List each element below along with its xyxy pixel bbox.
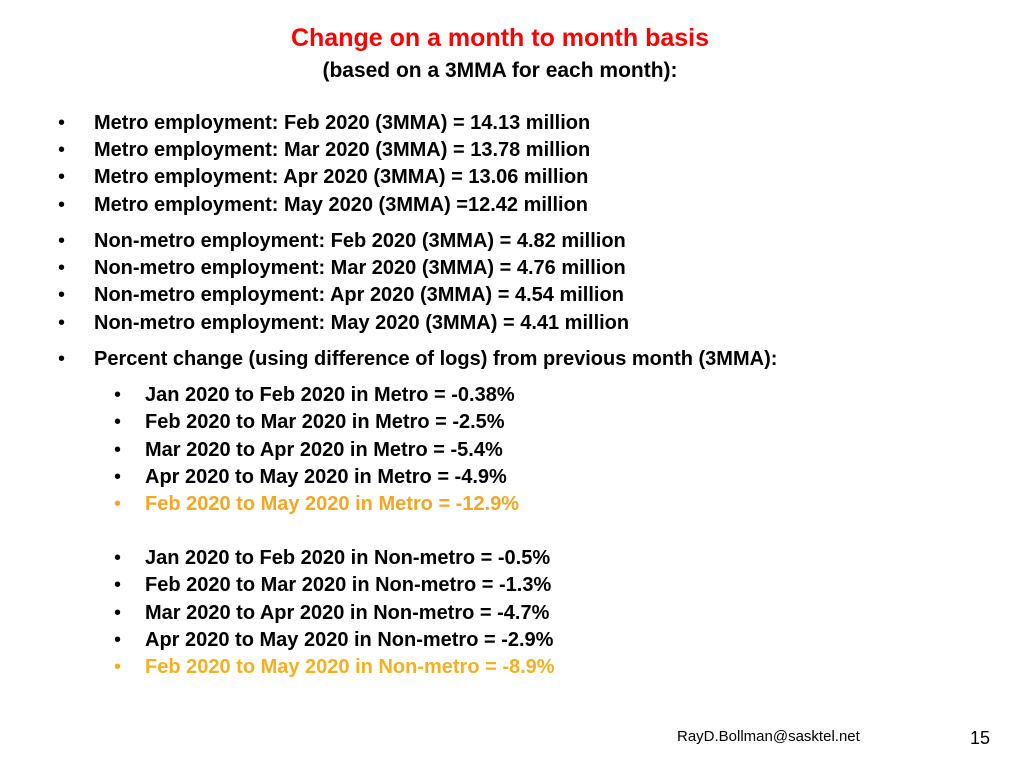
list-item-text: Mar 2020 to Apr 2020 in Metro = -5.4%	[145, 438, 503, 461]
bullet-icon: •	[58, 257, 66, 280]
bullet-icon: •	[114, 656, 122, 679]
bullet-icon: •	[114, 628, 122, 651]
list-item-text: Apr 2020 to May 2020 in Non-metro = -2.9%	[145, 628, 554, 651]
list-item-text: Non-metro employment: Mar 2020 (3MMA) = 4.76 million	[94, 257, 626, 280]
list-item	[58, 164, 590, 191]
bullet-icon: •	[114, 547, 122, 569]
list-item-text: Non-metro employment: May 2020 (3MMA) = 4.41 million	[94, 311, 630, 334]
bullet-icon: •	[114, 601, 122, 624]
slide-subtitle: (based on a 3MMA for each month):	[322, 59, 678, 82]
bullet-icon: •	[114, 493, 122, 516]
list-item-text: Jan 2020 to Feb 2020 in Metro = -0.38%	[145, 384, 515, 406]
list-item	[114, 572, 555, 599]
bullet-icon: •	[58, 230, 66, 252]
list-item-text: Feb 2020 to Mar 2020 in Non-metro = -1.3%	[145, 574, 552, 597]
list-item-text: Feb 2020 to Mar 2020 in Metro = -2.5%	[145, 411, 505, 434]
list-item	[114, 409, 519, 436]
bullet-icon: •	[58, 284, 66, 307]
bullet-icon: •	[58, 348, 66, 370]
list-item-text: Feb 2020 to May 2020 in Non-metro = -8.9%	[145, 656, 555, 679]
list-item	[114, 627, 555, 654]
bullet-icon: •	[114, 411, 122, 434]
list-item	[114, 545, 555, 572]
list-item-text: Jan 2020 to Feb 2020 in Non-metro = -0.5%	[145, 547, 551, 569]
list-item-text: Metro employment: Mar 2020 (3MMA) = 13.78 million	[94, 139, 591, 162]
footer-email: RayD.Bollman@sasktel.net	[677, 728, 860, 745]
metro-change-list	[114, 382, 520, 518]
list-item	[58, 255, 629, 282]
list-item	[58, 310, 630, 337]
list-item	[114, 437, 519, 464]
list-item-text: Metro employment: May 2020 (3MMA) =12.42 million	[94, 193, 589, 216]
list-item-text: Metro employment: Feb 2020 (3MMA) = 14.13 million	[94, 112, 591, 134]
list-item-text: Non-metro employment: Feb 2020 (3MMA) = 4.82 million	[94, 230, 626, 252]
list-item	[58, 110, 591, 137]
slide-title: Change on a month to month basis	[290, 24, 710, 52]
list-item-highlighted	[114, 491, 520, 518]
list-item	[114, 600, 555, 627]
page-number: 15	[970, 728, 991, 748]
list-item	[58, 346, 778, 373]
list-item-highlighted	[114, 654, 555, 681]
list-item-text: Feb 2020 to May 2020 in Metro = -12.9%	[145, 493, 520, 516]
percent-change-heading-list	[58, 346, 778, 373]
bullet-icon: •	[58, 311, 66, 334]
metro-employment-list	[58, 110, 591, 219]
list-item	[58, 192, 590, 219]
list-item	[114, 382, 519, 409]
bullet-icon: •	[58, 193, 66, 216]
list-item-text: Metro employment: Apr 2020 (3MMA) = 13.06 million	[94, 166, 589, 189]
bullet-icon: •	[114, 574, 122, 597]
list-item	[114, 464, 519, 491]
bullet-icon: •	[114, 384, 122, 406]
bullet-icon: •	[114, 465, 122, 488]
bullet-icon: •	[58, 166, 66, 189]
bullet-icon: •	[114, 438, 122, 461]
list-item-text: Apr 2020 to May 2020 in Metro = -4.9%	[145, 465, 507, 488]
list-item	[58, 137, 591, 164]
nonmetro-employment-list	[58, 228, 630, 337]
bullet-icon: •	[58, 112, 66, 134]
percent-change-heading: Percent change (using difference of logs) from previous month (3MMA):	[94, 348, 778, 370]
list-item-text: Mar 2020 to Apr 2020 in Non-metro = -4.7%	[145, 601, 550, 624]
list-item	[58, 228, 629, 255]
list-item-text: Non-metro employment: Apr 2020 (3MMA) = 4.54 million	[94, 284, 624, 307]
list-item	[58, 282, 629, 309]
nonmetro-change-list	[114, 545, 555, 681]
bullet-icon: •	[58, 139, 66, 162]
